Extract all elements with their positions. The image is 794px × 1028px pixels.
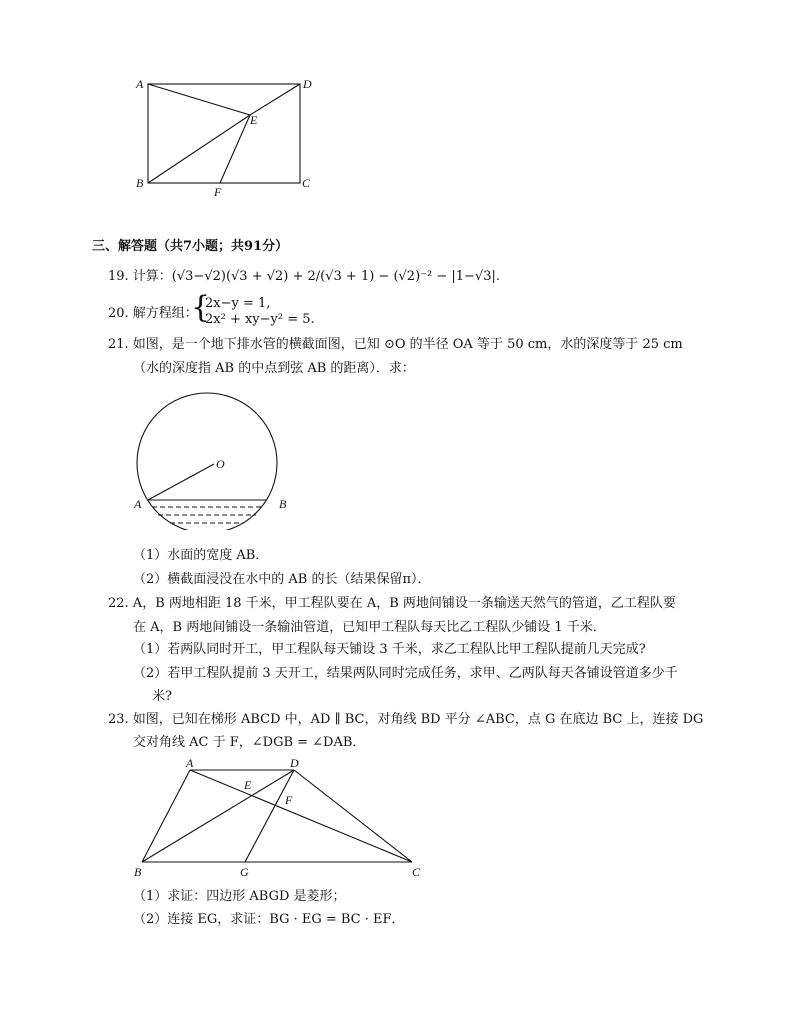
label-G: G xyxy=(240,865,249,879)
question-22-sub1: （1）若两队同时开工，甲工程队每天铺设 3 千米，求乙工程队比甲工程队提前几天完成? xyxy=(133,642,646,657)
question-22-sub2b: 米? xyxy=(152,689,172,704)
label-C: C xyxy=(302,176,311,190)
question-23-line2: 交对角线 AC 于 F，∠DGB = ∠DAB． xyxy=(133,735,366,750)
label-E: E xyxy=(244,778,252,792)
label-C: C xyxy=(412,865,421,879)
question-22-line2: 在 A，B 两地间铺设一条输油管道，已知甲工程队每天比乙工程队少铺设 1 千米． xyxy=(133,620,606,635)
circle-figure xyxy=(128,380,308,530)
question-21-sub2: （2）横截面浸没在水中的 AB 的长（结果保留π）． xyxy=(133,572,431,587)
question-21-sub1: （1）水面的宽度 AB． xyxy=(133,548,269,563)
question-21-line2: （水的深度指 AB 的中点到弦 AB 的距离）．求： xyxy=(133,361,415,376)
question-23-sub1: （1）求证：四边形 ABGD 是菱形； xyxy=(133,889,346,904)
question-22-sub2a: （2）若甲工程队提前 3 天开工，结果两队同时完成任务，求甲、乙两队每天各铺设管道多少千 xyxy=(133,666,678,681)
label-A: A xyxy=(136,77,144,91)
section-heading: 三、解答题（共7小题；共91分） xyxy=(92,239,289,254)
brace-icon: { xyxy=(191,290,211,325)
label-D: D xyxy=(290,756,299,770)
label-B: B xyxy=(134,865,142,879)
trapezoid-figure xyxy=(128,752,428,882)
question-20-prefix: 20. 解方程组： xyxy=(108,306,198,321)
label-B: B xyxy=(136,176,144,190)
label-O: O xyxy=(216,457,225,471)
label-F: F xyxy=(214,185,222,199)
question-20-eq2: 2x² + xy−y² = 5. xyxy=(205,312,315,327)
question-22-line1: 22. A，B 两地相距 18 千米，甲工程队要在 A，B 两地间铺设一条输送天然气的管道，乙工程队要 xyxy=(108,596,676,611)
rectangle-figure xyxy=(128,72,328,202)
label-F: F xyxy=(285,793,293,807)
question-19: 19. 计算：(√3−√2)(√3 + √2) + 2/(√3 + 1) − (√2)⁻² − |1−√3|. xyxy=(108,269,500,284)
label-E: E xyxy=(250,113,258,127)
label-B: B xyxy=(279,497,287,511)
question-23-sub2: （2）连接 EG，求证：BG · EG = BC · EF． xyxy=(133,912,405,927)
label-A: A xyxy=(134,497,142,511)
question-20-eq1: 2x−y = 1, xyxy=(205,296,271,311)
label-A: A xyxy=(186,756,194,770)
question-23-line1: 23. 如图，已知在梯形 ABCD 中，AD ∥ BC，对角线 BD 平分 ∠ABC，点 G 在底边 BC 上，连接 DG xyxy=(108,712,704,727)
label-D: D xyxy=(303,77,312,91)
question-21-line1: 21. 如图，是一个地下排水管的横截面图，已知 ⊙O 的半径 OA 等于 50 cm，水的深度等于 25 cm xyxy=(108,337,683,352)
